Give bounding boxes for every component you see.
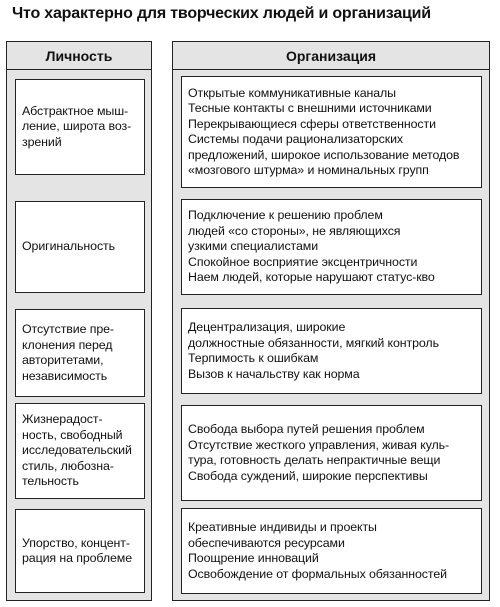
personality-header: Личность [7,42,151,70]
organization-cell-1 [181,76,482,188]
cell-line: Свобода суждений, широкие перспективы [188,468,428,483]
personality-cell-1 [15,79,145,175]
cell-line: стиль, любозна- [22,458,114,473]
cell-line: Вызов к начальству как норма [188,366,360,381]
cell-line: Креативные индивиды и проекты [188,520,377,534]
cell-line: Перекрывающиеся сферы ответственности [188,116,436,131]
cell-line: Упорство, концент- [22,535,130,550]
organization-cell-3 [181,308,482,394]
cell-line: клонения перед [22,337,113,352]
cell-line: независимость [22,368,108,383]
cell-line: Свобода выбора путей решения проблем [188,422,425,436]
organization-cell-5 [181,508,482,594]
cell-line: исследовательский [22,443,132,458]
cell-line: Наем людей, которые нарушают статус-кво [188,270,435,285]
cell-line: Абстрактное мыш- [22,103,129,118]
cell-line: Отсутствие жесткого управления, живая куль- [188,437,450,452]
cell-line: «мозгового штурма» и номинальных групп [188,163,429,177]
organization-cell-4 [181,405,482,501]
cell-line: Оригинальность [22,239,115,254]
cell-line: ление, широта воз- [22,119,132,134]
cell-line: Жизнерадост- [22,412,103,427]
cell-line: Открытые коммуникативные каналы [188,85,396,100]
cell-line: Подключение к решению проблем [188,208,383,223]
cell-line: людей «со стороны», не являющихся [188,223,401,238]
cell-line: Децентрализация, широкие [188,320,346,334]
cell-line: зрений [22,134,62,149]
personality-cell-2 [15,201,145,293]
personality-cell-3 [15,309,145,397]
cell-line: Поощрение инноваций [188,551,319,565]
cell-line: Тесные контакты с внешними источниками [188,101,432,115]
cell-line: рация на проблеме [22,551,132,565]
organization-cell-2 [181,199,482,295]
personality-cell-4 [15,403,145,499]
cell-line: Терпимость к ошибкам [188,351,319,365]
cell-line: тельность [22,474,79,489]
cell-line: Системы подачи рационализаторских [188,132,403,146]
cell-line: Спокойное восприятие эксцентричности [188,254,418,269]
cell-line: обеспечиваются ресурсами [188,535,345,550]
cell-line: узкими специалистами [188,239,319,254]
cell-line: ность, свободный [22,427,123,442]
page-title: Что характерно для творческих людей и организаций [12,5,431,22]
cell-line: должностные обязанности, мягкий контроль [188,335,439,350]
cell-line: предложений, широкое использование методов [188,147,460,162]
cell-line: авторитетами, [22,353,104,367]
cell-line: Освобождение от формальных обязанностей [188,566,447,581]
organization-header: Организация [173,42,489,70]
cell-line: Отсутствие пре- [22,322,114,336]
personality-cell-5 [15,509,145,593]
organization-panel [172,41,490,601]
cell-line: тура, готовность делать непрактичные вещи [188,453,441,467]
personality-panel [6,41,152,601]
